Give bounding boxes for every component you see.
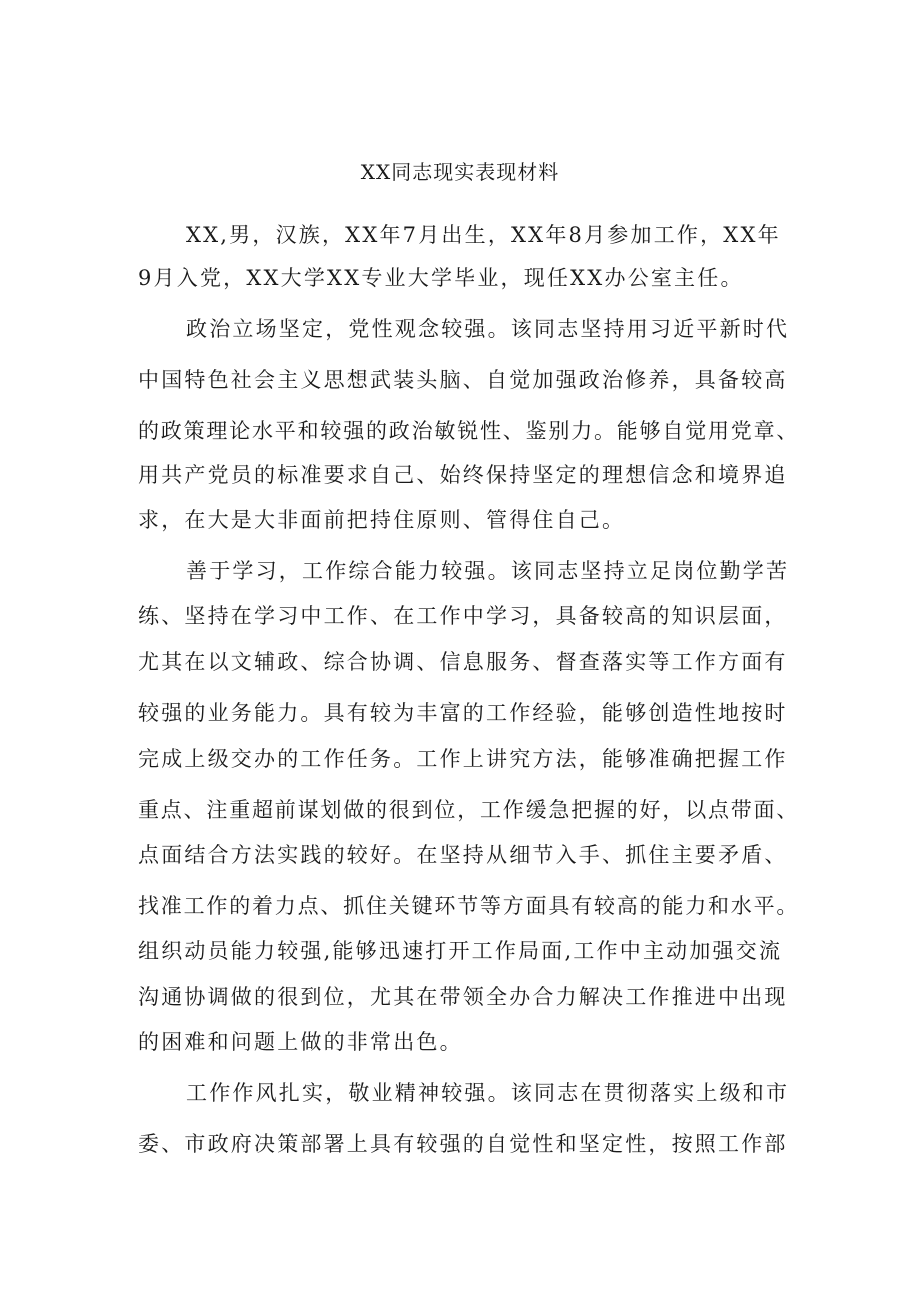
text-line: 沟通协调做的很到位，尤其在带领全办合力解决工作推进中出现 bbox=[138, 985, 788, 1009]
document-title: XX同志现实表现材料 bbox=[360, 160, 560, 184]
text-line: 政治立场坚定，党性观念较强。该同志坚持用习近平新时代 bbox=[186, 317, 790, 341]
text-line: 委、市政府决策部署上具有较强的自觉性和坚定性，按照工作部 bbox=[138, 1132, 788, 1156]
text-line: 较强的业务能力。具有较为丰富的工作经验，能够创造性地按时 bbox=[138, 701, 788, 725]
text-line: 点面结合方法实践的较好。在坚持从细节入手、抓住主要矛盾、 bbox=[138, 843, 788, 867]
text-line: 找准工作的着力点、抓住关键环节等方面具有较高的能力和水平。 bbox=[138, 894, 800, 918]
text-line: 9月入党，XX大学XX专业大学毕业，现任XX办公室主任。 bbox=[138, 266, 744, 290]
text-line: 中国特色社会主义思想武装头脑、自觉加强政治修养，具备较高 bbox=[138, 368, 788, 392]
text-line: 组织动员能力较强,能够迅速打开工作局面,工作中主动加强交流 bbox=[138, 939, 783, 963]
text-line: 重点、注重超前谋划做的很到位，工作缓急把握的好，以点带面、 bbox=[138, 798, 800, 822]
text-line: 的困难和问题上做的非常出色。 bbox=[138, 1030, 463, 1054]
text-line: 的政策理论水平和较强的政治敏锐性、鉴别力。能够自觉用党章、 bbox=[138, 419, 800, 443]
text-line: 完成上级交办的工作任务。工作上讲究方法，能够准确把握工作 bbox=[138, 747, 788, 771]
text-line: 求，在大是大非面前把持住原则、管得住自己。 bbox=[138, 508, 626, 532]
text-line: 尤其在以文辅政、综合协调、信息服务、督查落实等工作方面有 bbox=[138, 650, 788, 674]
text-line: 善于学习，工作综合能力较强。该同志坚持立足岗位勤学苦 bbox=[186, 559, 790, 583]
text-line: XX,男，汉族，XX年7月出生，XX年8月参加工作，XX年 bbox=[186, 223, 781, 247]
text-line: 练、坚持在学习中工作、在工作中学习，具备较高的知识层面， bbox=[138, 604, 788, 628]
text-line: 工作作风扎实，敬业精神较强。该同志在贯彻落实上级和市 bbox=[186, 1081, 790, 1105]
text-line: 用共产党员的标准要求自己、始终保持坚定的理想信念和境界追 bbox=[138, 463, 788, 487]
